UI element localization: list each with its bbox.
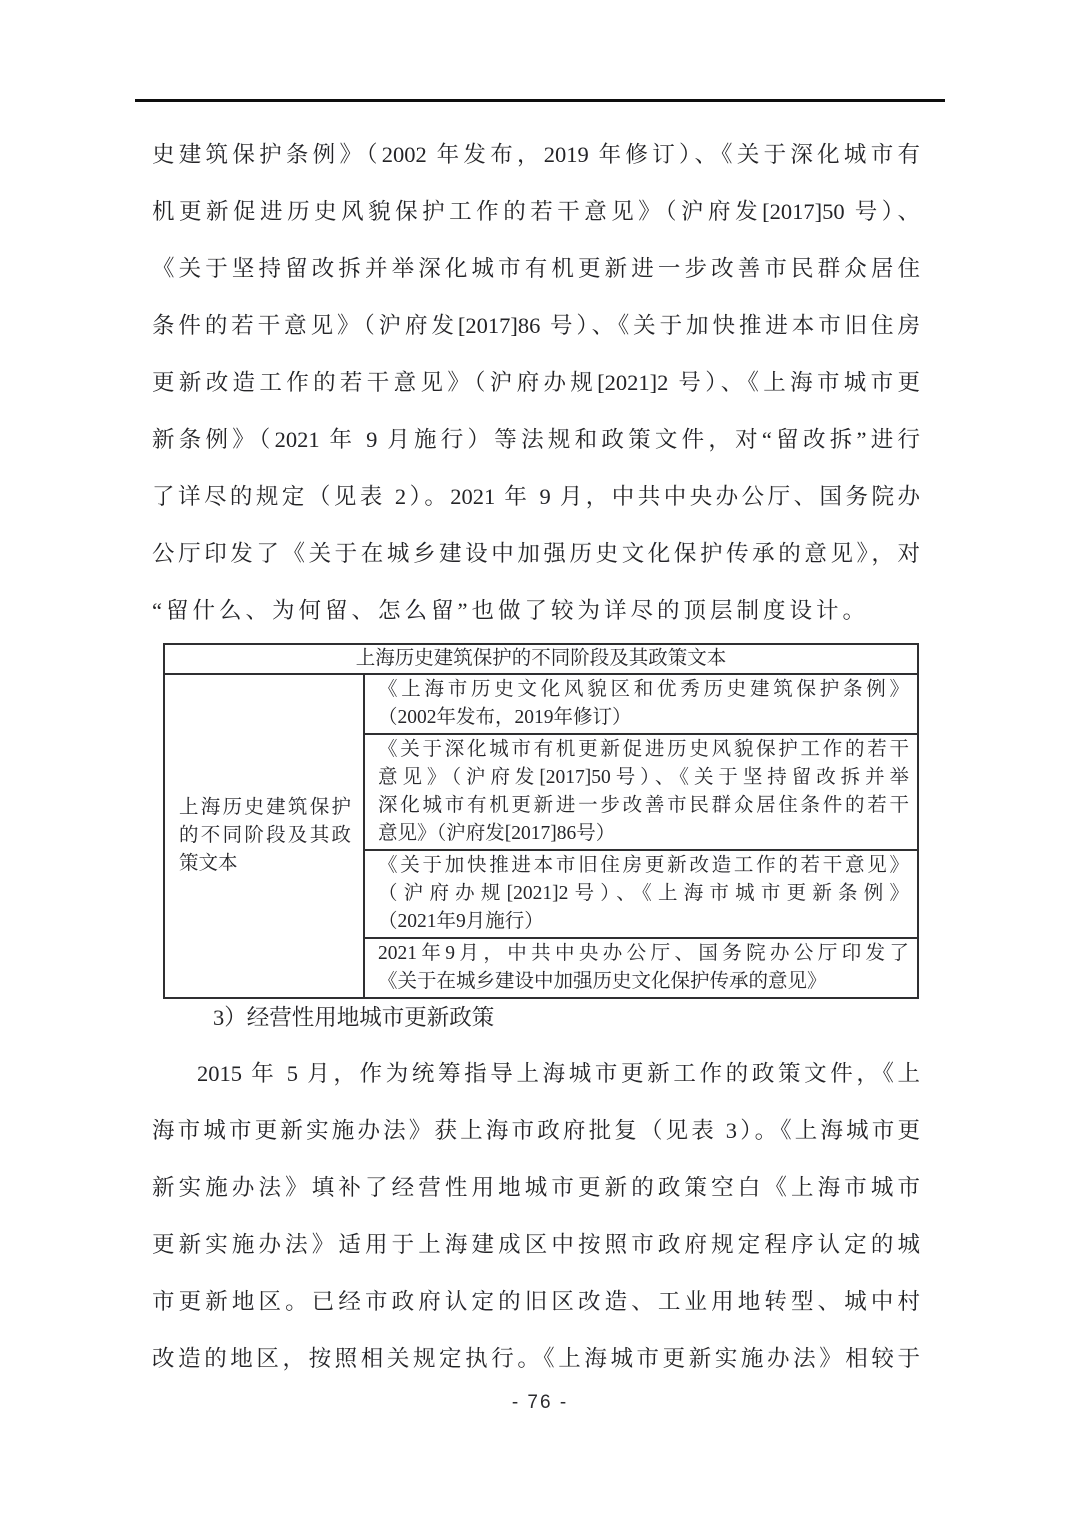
policy-table bbox=[163, 643, 919, 999]
cell-line: 深化城市有机更新进一步改善市民群众居住条件的若干 bbox=[378, 795, 910, 816]
table-cell bbox=[364, 938, 918, 998]
paragraph-line: 机更新促进历史风貌保护工作的若干意见》（沪府发[2017]50 号）、 bbox=[152, 199, 920, 224]
paragraph-line: 条件的若干意见》（沪府发[2017]86 号）、《关于加快推进本市旧住房 bbox=[152, 313, 920, 338]
paragraph-line: 更新实施办法》适用于上海建成区中按照市政府规定程序认定的城 bbox=[152, 1232, 920, 1257]
table-row bbox=[164, 674, 918, 734]
table-caption-row bbox=[164, 644, 918, 674]
row-header-line: 策文本 bbox=[179, 853, 238, 874]
body-paragraph-1 bbox=[152, 126, 920, 639]
paragraph-line: 了详尽的规定（见表 2）。2021 年 9 月，中共中央办公厅、国务院办 bbox=[152, 484, 920, 509]
cell-line: 2021年9月，中共中央办公厅、国务院办公厅印发了 bbox=[378, 943, 910, 964]
cell-line: 《关于深化城市有机更新促进历史风貌保护工作的若干 bbox=[378, 739, 910, 760]
page-number: - 76 - bbox=[511, 1392, 569, 1413]
paragraph-line: 改造的地区，按照相关规定执行。《上海城市更新实施办法》相较于 bbox=[152, 1346, 920, 1371]
cell-line: 意见》（沪府发[2017]86号） bbox=[378, 823, 616, 844]
row-header-line: 的不同阶段及其政 bbox=[179, 825, 351, 846]
table-caption: 上海历史建筑保护的不同阶段及其政策文本 bbox=[164, 644, 918, 674]
cell-line: （2002年发布，2019年修订） bbox=[378, 707, 632, 728]
cell-line: 《关于加快推进本市旧住房更新改造工作的若干意见》 bbox=[378, 855, 910, 876]
paragraph-line: 史建筑保护条例》（2002 年发布，2019 年修订）、《关于深化城市有 bbox=[152, 142, 920, 167]
cell-line: （2021年9月施行） bbox=[378, 911, 544, 932]
table-cell bbox=[364, 850, 918, 938]
cell-line: （沪府办规[2021]2号）、《上海市城市更新条例》 bbox=[378, 883, 910, 904]
paragraph-line: “留什么、为何留、怎么留”也做了较为详尽的顶层制度设计。 bbox=[152, 598, 869, 623]
paragraph-line: 更新改造工作的若干意见》（沪府办规[2021]2 号）、《上海市城市更 bbox=[152, 370, 920, 395]
table-cell bbox=[364, 734, 918, 850]
paragraph-line: 新条例》（2021 年 9 月施行）等法规和政策文件，对“留改拆”进行 bbox=[152, 427, 920, 452]
paragraph-line: 市更新地区。已经市政府认定的旧区改造、工业用地转型、城中村 bbox=[152, 1289, 920, 1314]
paragraph-line: 公厅印发了《关于在城乡建设中加强历史文化保护传承的意见》，对 bbox=[152, 541, 920, 566]
cell-line: 意见》（沪府发[2017]50号）、《关于坚持留改拆并举 bbox=[378, 767, 910, 788]
table-cell bbox=[364, 674, 918, 734]
paragraph-line: 2015 年 5 月，作为统筹指导上海城市更新工作的政策文件，《上 bbox=[197, 1061, 920, 1086]
row-header-line: 上海历史建筑保护 bbox=[179, 797, 351, 818]
paragraph-line: 海市城市更新实施办法》获上海市政府批复（见表 3）。《上海城市更 bbox=[152, 1118, 920, 1143]
header-rule bbox=[135, 99, 945, 102]
section-heading: 3）经营性用地城市更新政策 bbox=[213, 1005, 495, 1030]
cell-line: 《关于在城乡建设中加强历史文化保护传承的意见》 bbox=[378, 971, 827, 992]
table-row-header bbox=[164, 674, 364, 998]
paragraph-line: 《关于坚持留改拆并举深化城市有机更新进一步改善市民群众居住 bbox=[152, 256, 920, 281]
paragraph-line: 新实施办法》填补了经营性用地城市更新的政策空白《上海市城市 bbox=[152, 1175, 920, 1200]
cell-line: 《上海市历史文化风貌区和优秀历史建筑保护条例》 bbox=[378, 679, 910, 700]
section-after-table bbox=[152, 990, 920, 1387]
